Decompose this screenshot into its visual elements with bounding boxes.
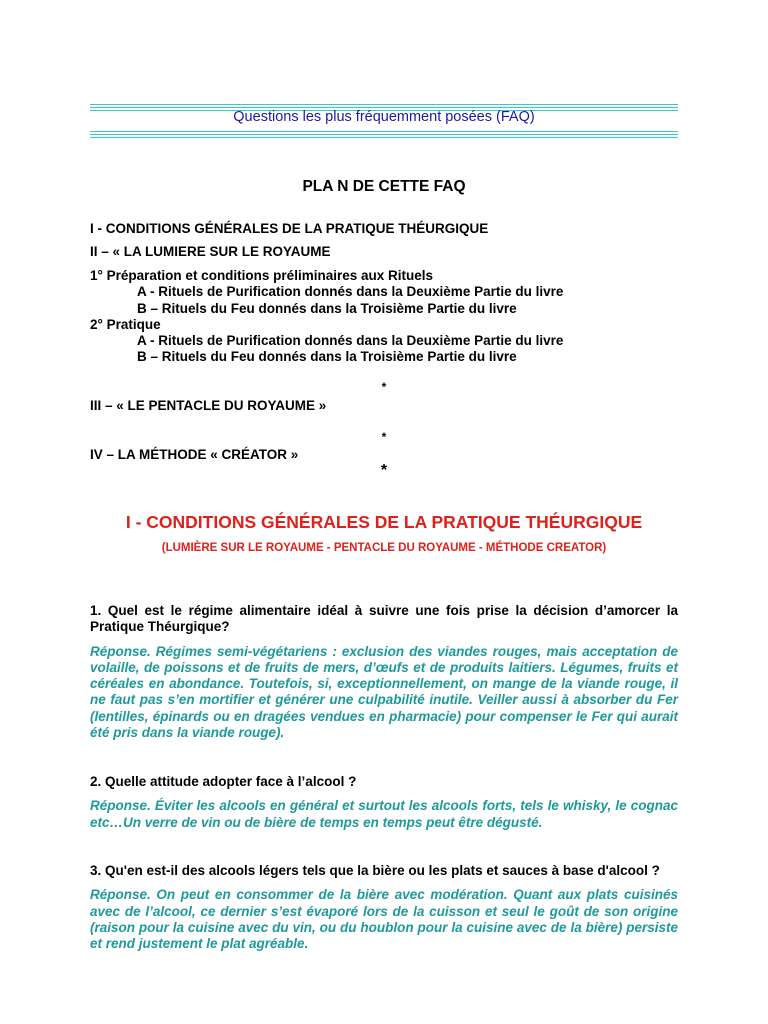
separator-star: * — [381, 430, 387, 444]
toc-line: III – « LE PENTACLE DU ROYAUME » — [90, 398, 327, 413]
header-title: Questions les plus fréquemment posées (FAQ) — [233, 109, 535, 125]
faq-answer: Réponse. On peut en consommer de la bière avec modération. Quant aux plats cuisinés avec de l’alcool, ce dernier s’est évaporé lors de la cuisson et seul le goût de son origine (raison pour la cuisine avec du vin, ou du houblon pour la cuisine avec de la bière) persiste et rend justement le plat agréable. — [90, 887, 678, 952]
toc-item — [90, 221, 690, 236]
toc-item — [90, 244, 690, 259]
faq-item — [90, 603, 678, 741]
toc-item — [90, 398, 690, 413]
section-title: I - CONDITIONS GÉNÉRALES DE LA PRATIQUE THÉURGIQUE — [125, 512, 643, 532]
faq-answer: Réponse. Éviter les alcools en général et surtout les alcools forts, tels le whisky, le cognac etc…Un verre de vin ou de bière de temps en temps peut être dégusté. — [90, 798, 678, 830]
toc-line: A - Rituels de Purification donnés dans la Deuxième Partie du livre — [137, 284, 564, 300]
header-rule-bottom — [90, 131, 678, 140]
toc-line: 1° Préparation et conditions préliminaires aux Rituels — [90, 268, 433, 283]
toc-subsection — [90, 268, 690, 366]
separator-star: * — [381, 380, 387, 394]
faq-item — [90, 863, 678, 952]
toc-line: II – « LA LUMIERE SUR LE ROYAUME — [90, 244, 331, 259]
faq-item — [90, 774, 678, 831]
section-subtitle: (LUMIÈRE SUR LE ROYAUME - PENTACLE DU ROYAUME - MÉTHODE CREATOR) — [161, 542, 607, 554]
toc-item — [90, 447, 690, 462]
toc-line: B – Rituels du Feu donnés dans la Troisième Partie du livre — [137, 349, 517, 365]
toc-line: IV – LA MÉTHODE « CRÉATOR » — [90, 447, 299, 462]
plan-title: PLA N DE CETTE FAQ — [302, 178, 466, 195]
toc-line: 2° Pratique — [90, 316, 161, 332]
toc-line: A - Rituels de Purification donnés dans la Deuxième Partie du livre — [137, 333, 564, 349]
faq-question: 2. Quelle attitude adopter face à l’alcool ? — [90, 774, 357, 789]
separator-star: * — [380, 462, 388, 479]
toc-line: B – Rituels du Feu donnés dans la Troisième Partie du livre — [137, 300, 517, 316]
faq-question: 1. Quel est le régime alimentaire idéal à suivre une fois prise la décision d’amorcer la Pratique Théurgique? — [90, 603, 678, 635]
toc-line: I - CONDITIONS GÉNÉRALES DE LA PRATIQUE THÉURGIQUE — [90, 221, 489, 236]
faq-answer: Réponse. Régimes semi-végétariens : exclusion des viandes rouges, mais acceptation de volaille, de poissons et de fruits de mers, d’œufs et de produits laitiers. Légumes, fruits et céréales en abondance. Toutefois, si, exceptionnellement, on mange de la viande rouge, il ne faut pas s’en mortifier et générer une culpabilité inutile. Veiller aussi à absorber du Fer (lentilles, épinards ou en dragées vendues en pharmacie) pour compenser le Fer qui aurait été pris dans la viande rouge). — [90, 643, 678, 741]
faq-question: 3. Qu'en est-il des alcools légers tels que la bière ou les plats et sauces à base d'alcool ? — [90, 863, 660, 878]
